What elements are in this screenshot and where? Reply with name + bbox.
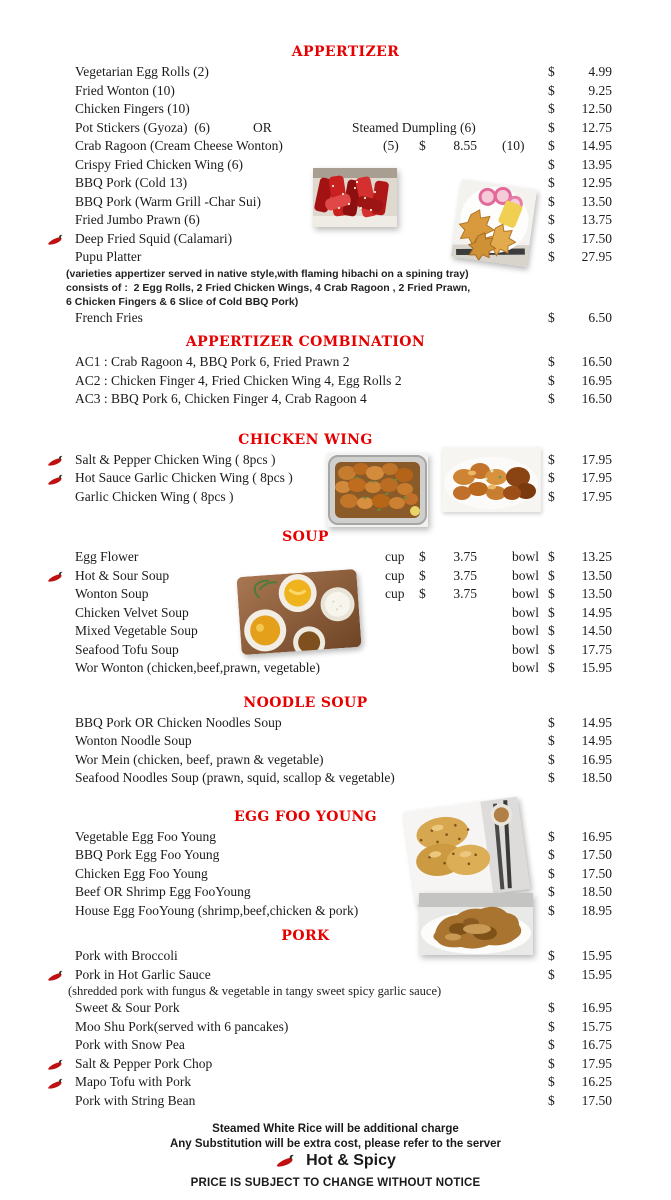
cup-price: 3.75 [453, 586, 477, 601]
dollar-sign: $ [548, 884, 555, 899]
footer-price-notice: PRICE IS SUBJECT TO CHANGE WITHOUT NOTICE [190, 1177, 481, 1189]
item-name: AC3 : BBQ Pork 6, Chicken Finger 4, Crab Ragoon 4 [75, 391, 367, 406]
cup-label: cup [385, 586, 405, 601]
item-price: 14.95 [581, 138, 612, 153]
menu-item [0, 865, 671, 884]
chili-pepper-icon [47, 454, 65, 467]
item-price: 4.99 [588, 64, 612, 79]
chili-pepper-icon [47, 233, 65, 246]
item-name: Deep Fried Squid (Calamari) [75, 230, 233, 246]
item-name: Salt & Pepper Chicken Wing ( 8pcs ) [75, 451, 276, 467]
dollar-sign: $ [548, 1000, 555, 1015]
chili-pepper-icon [47, 1058, 65, 1071]
menu-item [0, 1092, 671, 1111]
item-name: Mixed Vegetable Soup [75, 623, 198, 638]
dollar-sign: $ [548, 902, 555, 918]
menu-item [0, 585, 671, 604]
item-price: 6.50 [588, 309, 612, 325]
item-description: 6 Chicken Fingers & 6 Slice of Cold BBQ Pork) [66, 295, 299, 308]
menu-item [0, 846, 671, 865]
bowl-label: bowl [512, 586, 539, 601]
item-name: Crab Ragoon (Cream Cheese Wonton) [75, 138, 283, 153]
dollar-sign: $ [548, 64, 555, 79]
item-price: 13.75 [581, 212, 612, 227]
chili-pepper-icon [47, 473, 65, 486]
menu-item [0, 372, 671, 391]
item-price: 16.50 [581, 354, 612, 369]
bowl-label: bowl [512, 567, 539, 583]
item-name: Sweet & Sour Pork [75, 1000, 180, 1015]
item-name: Pork with Broccoli [75, 948, 178, 963]
item-name: Hot Sauce Garlic Chicken Wing ( 8pcs ) [75, 470, 293, 485]
section-title: CHICKEN WING [238, 431, 373, 448]
dollar-sign: $ [548, 828, 555, 844]
dollar-sign: $ [548, 470, 555, 485]
bowl-price: 17.75 [581, 641, 612, 657]
dollar-sign: $ [548, 604, 555, 620]
section-title: EGG FOO YOUNG [233, 808, 377, 825]
menu-item [0, 390, 671, 409]
dollar-sign: $ [548, 1074, 555, 1089]
item-price: 12.50 [581, 101, 612, 116]
dollar-sign: $ [548, 623, 555, 638]
item-name: Wonton Soup [75, 586, 149, 601]
item-price: 16.95 [581, 828, 612, 844]
item-price: 16.25 [581, 1074, 612, 1089]
menu-item [0, 751, 671, 770]
item-description: (varieties appertizer served in native style,with flaming hibachi on a spining tray) [66, 267, 469, 280]
item-price: 17.50 [581, 847, 612, 862]
item-name: BBQ Pork OR Chicken Noodles Soup [75, 714, 282, 730]
item-price: 17.95 [581, 470, 612, 485]
cup-price: 3.75 [453, 567, 477, 583]
item-name: AC1 : Crab Ragoon 4, BBQ Pork 6, Fried Prawn 2 [75, 354, 350, 369]
item-name: BBQ Pork Egg Foo Young [75, 847, 220, 862]
menu-item [0, 119, 671, 138]
dollar-sign: $ [548, 1018, 555, 1034]
item-price: 13.50 [581, 193, 612, 209]
dollar-sign: $ [548, 488, 555, 504]
menu-item [0, 769, 671, 788]
dollar-sign: $ [419, 549, 426, 564]
menu-section [0, 696, 671, 788]
item-price: 16.95 [581, 1000, 612, 1015]
item-price: 15.95 [581, 948, 612, 963]
menu-item [0, 548, 671, 567]
item-price: 17.95 [581, 488, 612, 504]
dollar-sign: $ [548, 660, 555, 675]
item-alt-name: Steamed Dumpling (6) [352, 119, 476, 135]
footer-rice-note: Steamed White Rice will be additional charge [212, 1123, 459, 1135]
item-price: 16.50 [581, 391, 612, 406]
menu-item [0, 193, 671, 212]
section-title: SOUP [282, 529, 329, 545]
menu-item [0, 63, 671, 82]
menu-item [0, 1036, 671, 1055]
menu-item [0, 100, 671, 119]
item-name: Chicken Velvet Soup [75, 604, 189, 620]
item-name: Wonton Noodle Soup [75, 733, 192, 748]
menu-item [0, 604, 671, 623]
item-name: Mapo Tofu with Pork [75, 1074, 192, 1089]
dollar-sign: $ [548, 751, 555, 767]
dollar-sign: $ [548, 948, 555, 963]
menu-item [0, 309, 671, 328]
dollar-sign: $ [548, 391, 555, 406]
item-price: 17.50 [581, 1092, 612, 1108]
menu-item [0, 641, 671, 660]
item-name: BBQ Pork (Cold 13) [75, 175, 188, 190]
item-price: 17.50 [581, 230, 612, 246]
menu-item [0, 1073, 671, 1092]
menu-item [0, 622, 671, 641]
item-name: Garlic Chicken Wing ( 8pcs ) [75, 488, 234, 504]
item-name: Hot & Sour Soup [75, 567, 170, 583]
menu-section [0, 335, 671, 409]
chili-pepper-icon [275, 1153, 297, 1168]
item-price: 17.50 [581, 865, 612, 881]
item-name: Crispy Fried Chicken Wing (6) [75, 156, 243, 172]
dollar-sign: $ [548, 451, 555, 467]
item-price: 18.50 [581, 770, 612, 785]
dollar-sign: $ [548, 847, 555, 862]
dollar-sign: $ [548, 138, 555, 153]
menu-item [0, 488, 671, 507]
item-price: 14.95 [581, 714, 612, 730]
item-name: Pork with Snow Pea [75, 1037, 185, 1052]
menu-item [0, 1055, 671, 1074]
menu-section [0, 530, 671, 678]
dollar-sign: $ [548, 230, 555, 246]
item-name: Pork with String Bean [75, 1092, 196, 1108]
dollar-sign: $ [419, 567, 426, 583]
dollar-sign: $ [548, 549, 555, 564]
item-price: 15.75 [581, 1018, 612, 1034]
menu-item [0, 659, 671, 678]
item-name: Beef OR Shrimp Egg FooYoung [75, 884, 251, 899]
item-price: 18.50 [581, 884, 612, 899]
dollar-sign: $ [548, 1092, 555, 1108]
dollar-sign: $ [548, 865, 555, 881]
menu-item [0, 966, 671, 985]
dollar-sign: $ [548, 193, 555, 209]
item-price: 9.25 [588, 82, 612, 98]
item-name: AC2 : Chicken Finger 4, Fried Chicken Wing 4, Egg Rolls 2 [75, 372, 402, 388]
item-price: 18.95 [581, 902, 612, 918]
item-name: Egg Flower [75, 549, 139, 564]
item-price: 13.95 [581, 156, 612, 172]
menu-item [0, 1018, 671, 1037]
qty-large-label: (10) [502, 138, 525, 153]
bowl-price: 13.25 [581, 549, 612, 564]
dollar-sign: $ [548, 641, 555, 657]
bowl-price: 13.50 [581, 567, 612, 583]
dollar-sign: $ [548, 156, 555, 172]
dollar-sign: $ [548, 309, 555, 325]
chili-pepper-icon [47, 969, 65, 982]
dollar-sign: $ [419, 586, 426, 601]
item-price: 12.95 [581, 175, 612, 190]
menu-item [0, 137, 671, 156]
bowl-price: 14.95 [581, 604, 612, 620]
item-price: 16.95 [581, 751, 612, 767]
spicy-legend [0, 1152, 671, 1169]
menu-item [0, 248, 671, 267]
dollar-sign: $ [548, 101, 555, 116]
dollar-sign: $ [548, 714, 555, 730]
menu-item [0, 174, 671, 193]
item-name: Seafood Noodles Soup (prawn, squid, scallop & vegetable) [75, 770, 395, 785]
menu-item [0, 353, 671, 372]
footer-substitution-note: Any Substitution will be extra cost, please refer to the server [169, 1138, 502, 1150]
cup-price: 3.75 [453, 549, 477, 564]
menu-section [0, 929, 671, 1110]
item-price: 16.95 [581, 372, 612, 388]
item-price: 17.95 [581, 1055, 612, 1071]
section-title: APPERTIZER [291, 44, 400, 60]
dollar-sign: $ [548, 966, 555, 982]
menu-section [0, 810, 671, 921]
item-name: Pupu Platter [75, 249, 142, 264]
dollar-sign: $ [548, 175, 555, 190]
bowl-price: 15.95 [581, 660, 612, 675]
dollar-sign: $ [548, 1037, 555, 1052]
bowl-price: 13.50 [581, 586, 612, 601]
dollar-sign: $ [548, 354, 555, 369]
item-name: Moo Shu Pork(served with 6 pancakes) [75, 1018, 289, 1034]
item-name: Chicken Fingers (10) [75, 101, 190, 116]
bowl-label: bowl [512, 660, 539, 675]
dollar-sign: $ [548, 733, 555, 748]
dollar-sign: $ [419, 138, 426, 153]
item-price: 16.75 [581, 1037, 612, 1052]
bowl-label: bowl [512, 604, 539, 620]
menu-item [0, 714, 671, 733]
item-name: Fried Jumbo Prawn (6) [75, 212, 200, 227]
dollar-sign: $ [548, 372, 555, 388]
section-title: NOODLE SOUP [243, 694, 368, 711]
menu-item [0, 230, 671, 249]
item-name: French Fries [75, 309, 143, 325]
dollar-sign: $ [548, 1055, 555, 1071]
menu-item [0, 828, 671, 847]
item-name: Pork in Hot Garlic Sauce [75, 966, 211, 982]
item-price: 17.95 [581, 451, 612, 467]
dollar-sign: $ [548, 249, 555, 264]
menu-item [0, 82, 671, 101]
item-description: (shredded pork with fungus & vegetable in tangy sweet spicy garlic sauce) [68, 984, 442, 998]
item-name: Vegetarian Egg Rolls (2) [75, 64, 209, 79]
or-label: OR [253, 119, 272, 135]
item-price: 15.95 [581, 966, 612, 982]
bowl-label: bowl [512, 549, 539, 564]
item-price: 27.95 [581, 249, 612, 264]
menu-item [0, 999, 671, 1018]
item-name: Seafood Tofu Soup [75, 641, 179, 657]
bowl-price: 14.50 [581, 623, 612, 638]
menu-item [0, 156, 671, 175]
menu-section [0, 45, 671, 327]
chili-pepper-icon [47, 570, 65, 583]
item-name: Chicken Egg Foo Young [75, 865, 208, 881]
menu-item [0, 883, 671, 902]
menu-item [0, 469, 671, 488]
item-name: Vegetable Egg Foo Young [75, 828, 216, 844]
item-name: Wor Wonton (chicken,beef,prawn, vegetable) [75, 660, 320, 675]
menu-item [0, 902, 671, 921]
spicy-legend-label: Hot & Spicy [306, 1151, 396, 1169]
item-description: consists of : 2 Egg Rolls, 2 Fried Chicken Wings, 4 Crab Ragoon , 2 Fried Prawn, [66, 281, 471, 294]
footer [0, 1122, 671, 1189]
bowl-label: bowl [512, 641, 539, 657]
item-name: Fried Wonton (10) [75, 82, 175, 98]
qty-small-price: 8.55 [453, 138, 477, 153]
dollar-sign: $ [548, 770, 555, 785]
bowl-label: bowl [512, 623, 539, 638]
menu-item [0, 211, 671, 230]
item-name: Pot Stickers (Gyoza) (6) [75, 119, 210, 135]
section-title: APPERTIZER COMBINATION [185, 334, 426, 350]
dollar-sign: $ [548, 82, 555, 98]
section-title: PORK [281, 928, 330, 944]
dollar-sign: $ [548, 212, 555, 227]
chili-pepper-icon [47, 1077, 65, 1090]
menu-item [0, 451, 671, 470]
item-name: BBQ Pork (Warm Grill -Char Sui) [75, 193, 262, 209]
item-price: 12.75 [581, 119, 612, 135]
cup-label: cup [385, 567, 405, 583]
item-price: 14.95 [581, 733, 612, 748]
cup-label: cup [385, 549, 405, 564]
item-name: Salt & Pepper Pork Chop [75, 1055, 213, 1071]
qty-small-label: (5) [383, 138, 399, 153]
dollar-sign: $ [548, 567, 555, 583]
dollar-sign: $ [548, 119, 555, 135]
menu-item [0, 732, 671, 751]
item-name: House Egg FooYoung (shrimp,beef,chicken & pork) [75, 902, 359, 918]
menu-item [0, 947, 671, 966]
menu-section [0, 433, 671, 507]
item-name: Wor Mein (chicken, beef, prawn & vegetable) [75, 751, 324, 767]
dollar-sign: $ [548, 586, 555, 601]
menu-item [0, 567, 671, 586]
